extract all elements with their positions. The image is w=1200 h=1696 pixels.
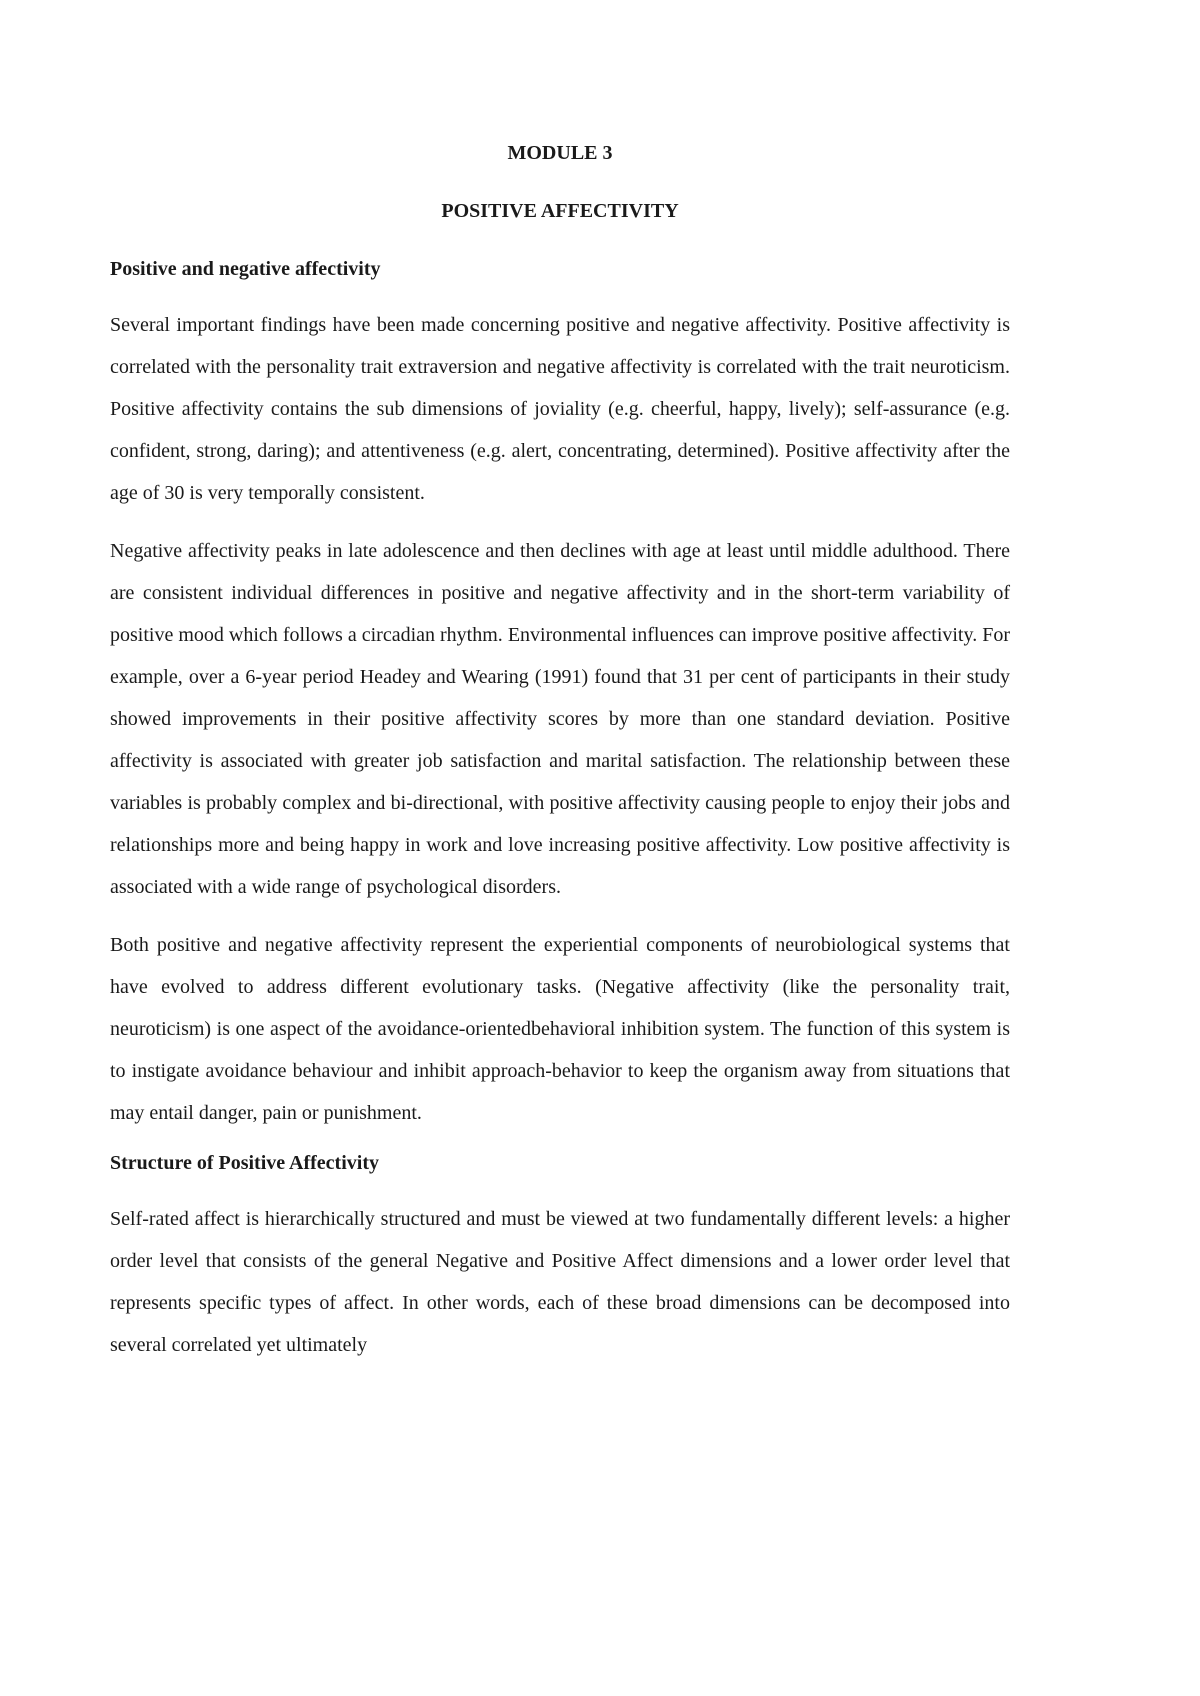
- paragraph-findings: Several important findings have been made concerning positive and negative affectivity. Positive affectivity is correlated with the personality trait extraversion and negative affectivity is correlated with the trait neuroticism. Positive affectivity contains the sub dimensions of joviality (e.g. cheerful, happy, lively); self-assurance (e.g. confident, strong, daring); and attentiveness (e.g. alert, concentrating, determined). Positive affectivity after the age of 30 is very temporally consistent.: [110, 314, 1010, 504]
- paragraph-neurobiological-systems: Both positive and negative affectivity represent the experiential components of neurobiological systems that have evolved to address different evolutionary tasks. (Negative affectivity (like the personality trait, neuroticism) is one aspect of the avoidance-orientedbehavioral inhibition system. The function of this system is to instigate avoidance behaviour and inhibit approach-behavior to keep the organism away from situations that may entail danger, pain or punishment.: [110, 934, 1010, 1124]
- paragraph-negative-affectivity: Negative affectivity peaks in late adolescence and then declines with age at least until middle adulthood. There are consistent individual differences in positive and negative affectivity and in the short-term variability of positive mood which follows a circadian rhythm. Environmental influences can improve positive affectivity. For example, over a 6-year period Headey and Wearing (1991) found that 31 per cent of participants in their study showed improvements in their positive affectivity scores by more than one standard deviation. Positive affectivity is associated with greater job satisfaction and marital satisfaction. The relationship between these variables is probably complex and bi-directional, with positive affectivity causing people to enjoy their jobs and relationships more and being happy in work and love increasing positive affectivity. Low positive affectivity is associated with a wide range of psychological disorders.: [110, 540, 1010, 898]
- paragraph-structure: Self-rated affect is hierarchically structured and must be viewed at two fundamentally different levels: a higher order level that consists of the general Negative and Positive Affect dimensions and a lower order level that represents specific types of affect. In other words, each of these broad dimensions can be decomposed into several correlated yet ultimately: [110, 1208, 1010, 1356]
- document-content: [110, 140, 1010, 1382]
- section-heading-positive-negative: Positive and negative affectivity: [110, 258, 381, 280]
- section-heading-structure: Structure of Positive Affectivity: [110, 1152, 379, 1174]
- module-title: MODULE 3: [507, 142, 613, 164]
- page-title: POSITIVE AFFECTIVITY: [441, 200, 679, 222]
